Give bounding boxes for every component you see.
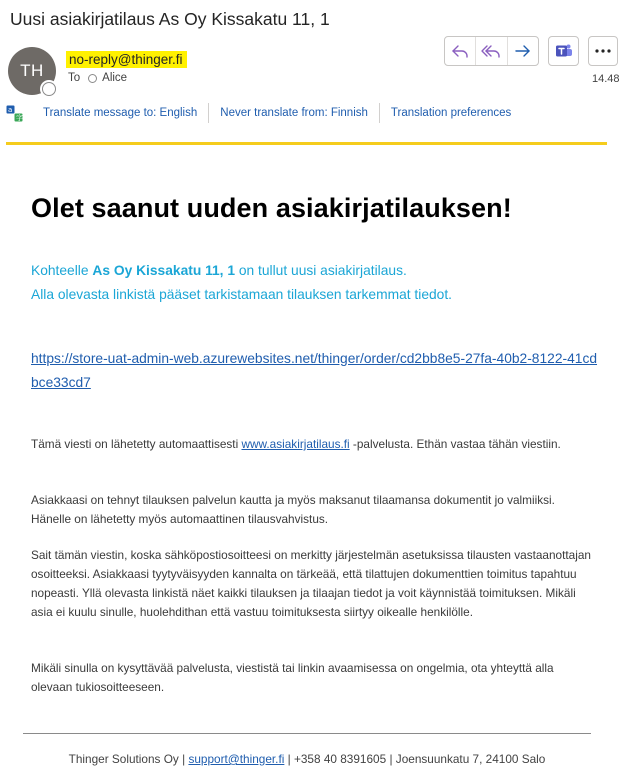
footer-company: Thinger Solutions Oy [68,752,179,766]
support-info-paragraph: Mikäli sinulla on kysyttävää palvelusta, viestistä tai linkin avaamisessa on ongelmia, ota yhteyttä alla olevaan tukiosoitteeseen. [31,661,554,694]
reply-actions-group [444,36,539,66]
received-time: 14.48 [592,73,620,85]
never-translate-link[interactable]: Never translate from: Finnish [220,107,368,119]
recipient-presence-icon [88,74,97,83]
email-headline: Olet saanut uuden asiakirjatilauksen! [31,193,512,223]
footer-address: Joensuunkatu 7, 24100 Salo [395,752,546,766]
reply-all-button[interactable] [475,37,506,65]
recipient-row [68,72,127,84]
reply-icon [451,43,469,59]
support-email-link[interactable]: support@thinger.fi [188,752,285,766]
brand-accent-rule [6,142,607,145]
translation-preferences-link[interactable]: Translation preferences [390,107,512,119]
more-actions-button[interactable] [588,36,618,66]
presence-status-icon [42,82,56,96]
order-info-paragraph: Asiakkaasi on tehnyt tilauksen palvelun kautta ja myös maksanut tilaamansa dokumentit jo valmiiksi. Hänelle on lähetetty myös automaattinen tilausvahvistus. [31,493,555,526]
teams-icon [555,42,573,60]
footer-divider [23,733,591,734]
recipient-name[interactable]: Alice [102,72,128,84]
translation-bar [6,102,522,124]
intro-target: As Oy Kissakatu 11, 1 [92,263,236,278]
service-website-link[interactable]: www.asiakirjatilaus.fi [241,437,350,451]
intro-post: on tullut uusi asiakirjatilaus. [235,263,407,278]
translate-icon [6,105,23,122]
p1-post: -palvelusta. Ethän vastaa tähän viestiin. [349,437,561,451]
order-link[interactable]: https://store-uat-admin-web.azurewebsites.net/thinger/order/cd2bb8e5-27fa-40b2-8122-41cdbce33cd7 [31,351,598,390]
email-footer [0,752,614,766]
sender-email[interactable]: no-reply@thinger.fi [66,51,187,68]
footer-sep: | [178,752,189,766]
translate-message-link[interactable]: Translate message to: English [43,107,198,119]
intro-pre: Kohteelle [31,263,93,278]
p1-pre: Tämä viesti on lähetetty automaattisesti [31,437,242,451]
more-icon [595,49,611,53]
forward-button[interactable] [507,37,538,65]
svg-text:a: a [8,105,13,114]
recipient-info-paragraph: Sait tämän viestin, koska sähköpostiosoitteesi on merkitty järjestelmän asetuksissa tilausten vastaanottajan osoitteeksi. Asiakkaasi tyytyväisyyden kannalta on tärkeää, että tilattujen dokumenttien toimitus tapahtuu nopeasti. Yllä olevasta linkistä näet kaikki tilauksen ja tilaajan tiedot ja voit käynnistää toimituksen. Mikäli asia ei kuulu sinulle, huolehdithan että vastuu toimituksesta siirtyy oikealle henkilölle. [31,548,591,619]
intro-text [31,259,452,307]
intro-line-2: Alla olevasta linkistä pääset tarkistamaan tilauksen tarkemmat tiedot. [31,287,453,302]
email-subject: Uusi asiakirjatilaus As Oy Kissakatu 11, 1 [10,9,330,29]
forward-icon [514,43,532,59]
intro-line-1 [31,259,452,283]
reply-button[interactable] [445,37,475,65]
reply-all-icon [481,43,501,59]
avatar-initials: TH [20,61,44,80]
footer-sep: | [284,752,294,766]
to-label: To [68,72,81,84]
svg-text:字: 字 [16,113,23,122]
automated-notice-paragraph [31,435,591,454]
footer-phone: +358 40 8391605 [293,752,387,766]
footer-sep: | [386,752,396,766]
teams-button[interactable] [548,36,579,66]
